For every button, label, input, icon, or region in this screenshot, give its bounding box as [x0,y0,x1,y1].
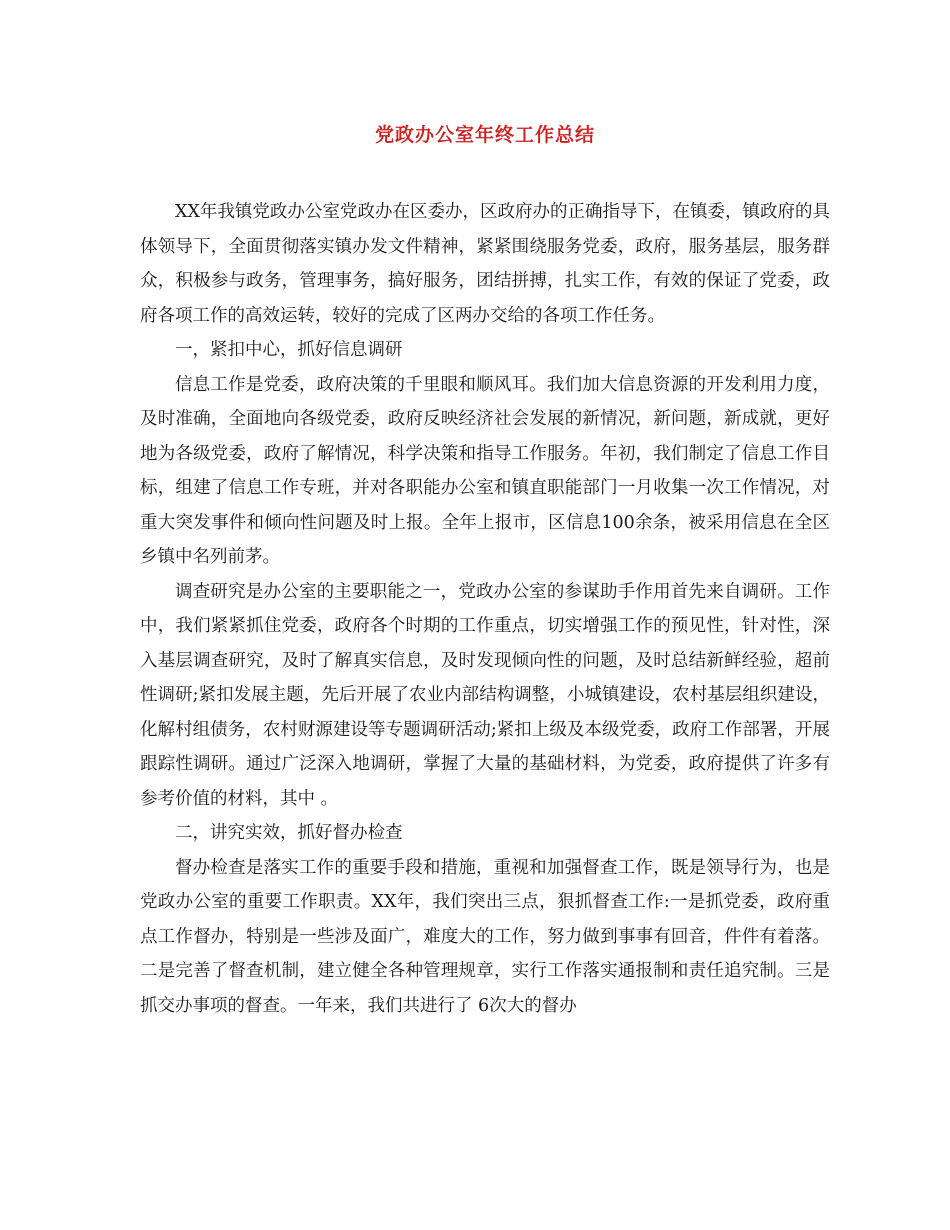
document-page [140,118,830,1023]
document-title: 党政办公室年终工作总结 [374,124,595,146]
supervision-paragraph: 督办检查是落实工作的重要手段和措施，重视和加强督查工作，既是领导行为，也是党政办公室的重要工作职责。XX年，我们突出三点，狠抓督查工作:一是抓党委，政府重点工作督办，特别是一些涉及面广，难度大的工作，努力做到事事有回音，件件有着落。二是完善了督查机制，建立健全各种管理规章，实行工作落实通报制和责任追究制。三是抓交办事项的督查。一年来，我们共进行了 6次大的督办 [140,857,830,1016]
section-heading-1: 一，紧扣中心，抓好信息调研 [175,340,403,360]
section-heading-2: 二，讲究实效，抓好督办检查 [175,823,403,843]
research-paragraph: 调查研究是办公室的主要职能之一，党政办公室的参谋助手作用首先来自调研。工作中，我们紧紧抓住党委，政府各个时期的工作重点，切实增强工作的预见性，针对性，深入基层调查研究，及时了解真实信息，及时发现倾向性的问题，及时总结新鲜经验，超前性调研;紧扣发展主题，先后开展了农业内部结构调整，小城镇建设，农村基层组织建设，化解村组债务，农村财源建设等专题调研活动;紧扣上级及本级党委，政府工作部署，开展跟踪性调研。通过广泛深入地调研，掌握了大量的基础材料，为党委，政府提供了许多有参考价值的材料，其中 。 [140,581,830,809]
info-work-paragraph: 信息工作是党委，政府决策的千里眼和顺风耳。我们加大信息资源的开发利用力度，及时准确，全面地向各级党委，政府反映经济社会发展的新情况，新问题，新成就，更好地为各级党委，政府了解情况，科学决策和指导工作服务。年初，我们制定了信息工作目标，组建了信息工作专班，并对各职能办公室和镇直职能部门一月收集一次工作情况，对重大突发事件和倾向性问题及时上报。全年上报市，区信息100余条，被采用信息在全区乡镇中名列前茅。 [140,374,830,567]
intro-paragraph: XX年我镇党政办公室党政办在区委办，区政府办的正确指导下，在镇委，镇政府的具体领导下，全面贯彻落实镇办发文件精神，紧紧围绕服务党委，政府，服务基层，服务群众，积极参与政务，管理事务，搞好服务，团结拼搏，扎实工作，有效的保证了党委，政府各项工作的高效运转，较好的完成了区两办交给的各项工作任务。 [140,202,830,326]
